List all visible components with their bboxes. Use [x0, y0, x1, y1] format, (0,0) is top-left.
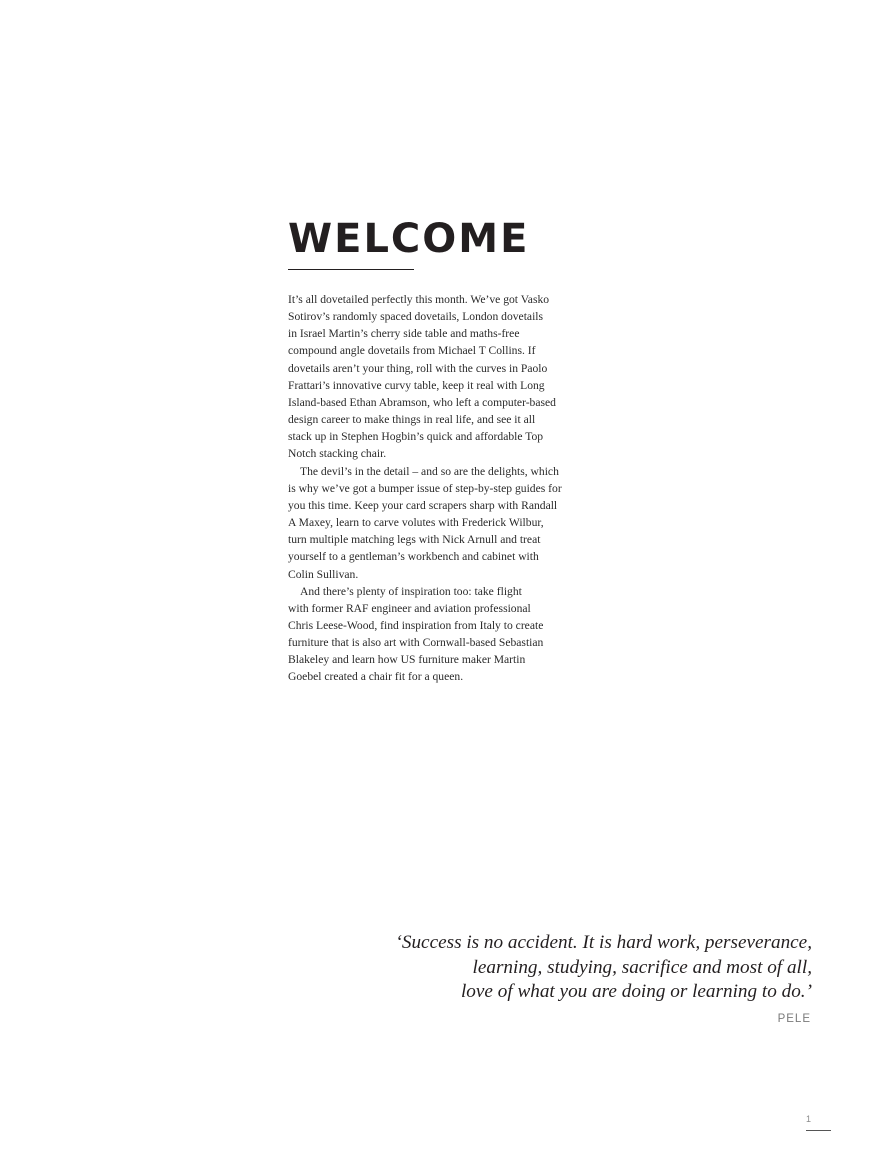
pull-quote — [395, 931, 812, 1005]
body-line: you this time. Keep your card scrapers sharp with Randall — [288, 498, 558, 512]
title-underline — [288, 269, 414, 270]
body-line: Goebel created a chair fit for a queen. — [288, 670, 464, 684]
body-line: The devil’s in the detail – and so are the delights, which — [300, 464, 559, 478]
body-line: stack up in Stephen Hogbin’s quick and affordable Top — [288, 430, 544, 444]
body-line: Sotirov’s randomly spaced dovetails, London dovetails — [288, 310, 544, 324]
quote-line: learning, studying, sacrifice and most of all, — [472, 956, 812, 978]
quote-line: ‘Success is no accident. It is hard work, perseverance, — [395, 932, 812, 953]
body-line: Notch stacking chair. — [288, 447, 387, 461]
body-line: Frattari’s innovative curvy table, keep it real with Long — [288, 378, 545, 392]
page-number-rule — [806, 1130, 831, 1131]
body-line: dovetails aren’t your thing, roll with the curves in Paolo — [288, 361, 548, 375]
quote-line: love of what you are doing or learning to do.’ — [460, 981, 812, 1002]
body-line: in Israel Martin’s cherry side table and maths-free — [288, 327, 520, 341]
body-line: Island-based Ethan Abramson, who left a computer-based — [288, 395, 556, 409]
body-line: turn multiple matching legs with Nick Arnull and treat — [288, 533, 541, 547]
body-line: Colin Sullivan. — [288, 567, 359, 581]
page-title: WELCOME — [288, 216, 530, 262]
body-line: compound angle dovetails from Michael T Collins. If — [288, 344, 536, 358]
body-line: with former RAF engineer and aviation professional — [288, 601, 531, 615]
body-line: And there’s plenty of inspiration too: take flight — [300, 584, 522, 598]
page-number: 1 — [806, 1114, 812, 1124]
body-line: A Maxey, learn to carve volutes with Frederick Wilbur, — [288, 516, 544, 530]
body-line: Chris Leese-Wood, find inspiration from Italy to create — [288, 618, 544, 632]
body-line: design career to make things in real life, and see it all — [288, 413, 536, 427]
body-line: It’s all dovetailed perfectly this month. We’ve got Vasko — [288, 293, 550, 306]
body-line: is why we’ve got a bumper issue of step-by-step guides for — [288, 481, 562, 495]
body-text — [288, 291, 606, 686]
quote-attribution: PELE — [777, 1013, 811, 1025]
body-line: Blakeley and learn how US furniture maker Martin — [288, 653, 526, 667]
body-line: furniture that is also art with Cornwall-based Sebastian — [288, 636, 544, 650]
body-line: yourself to a gentleman’s workbench and cabinet with — [288, 550, 539, 564]
